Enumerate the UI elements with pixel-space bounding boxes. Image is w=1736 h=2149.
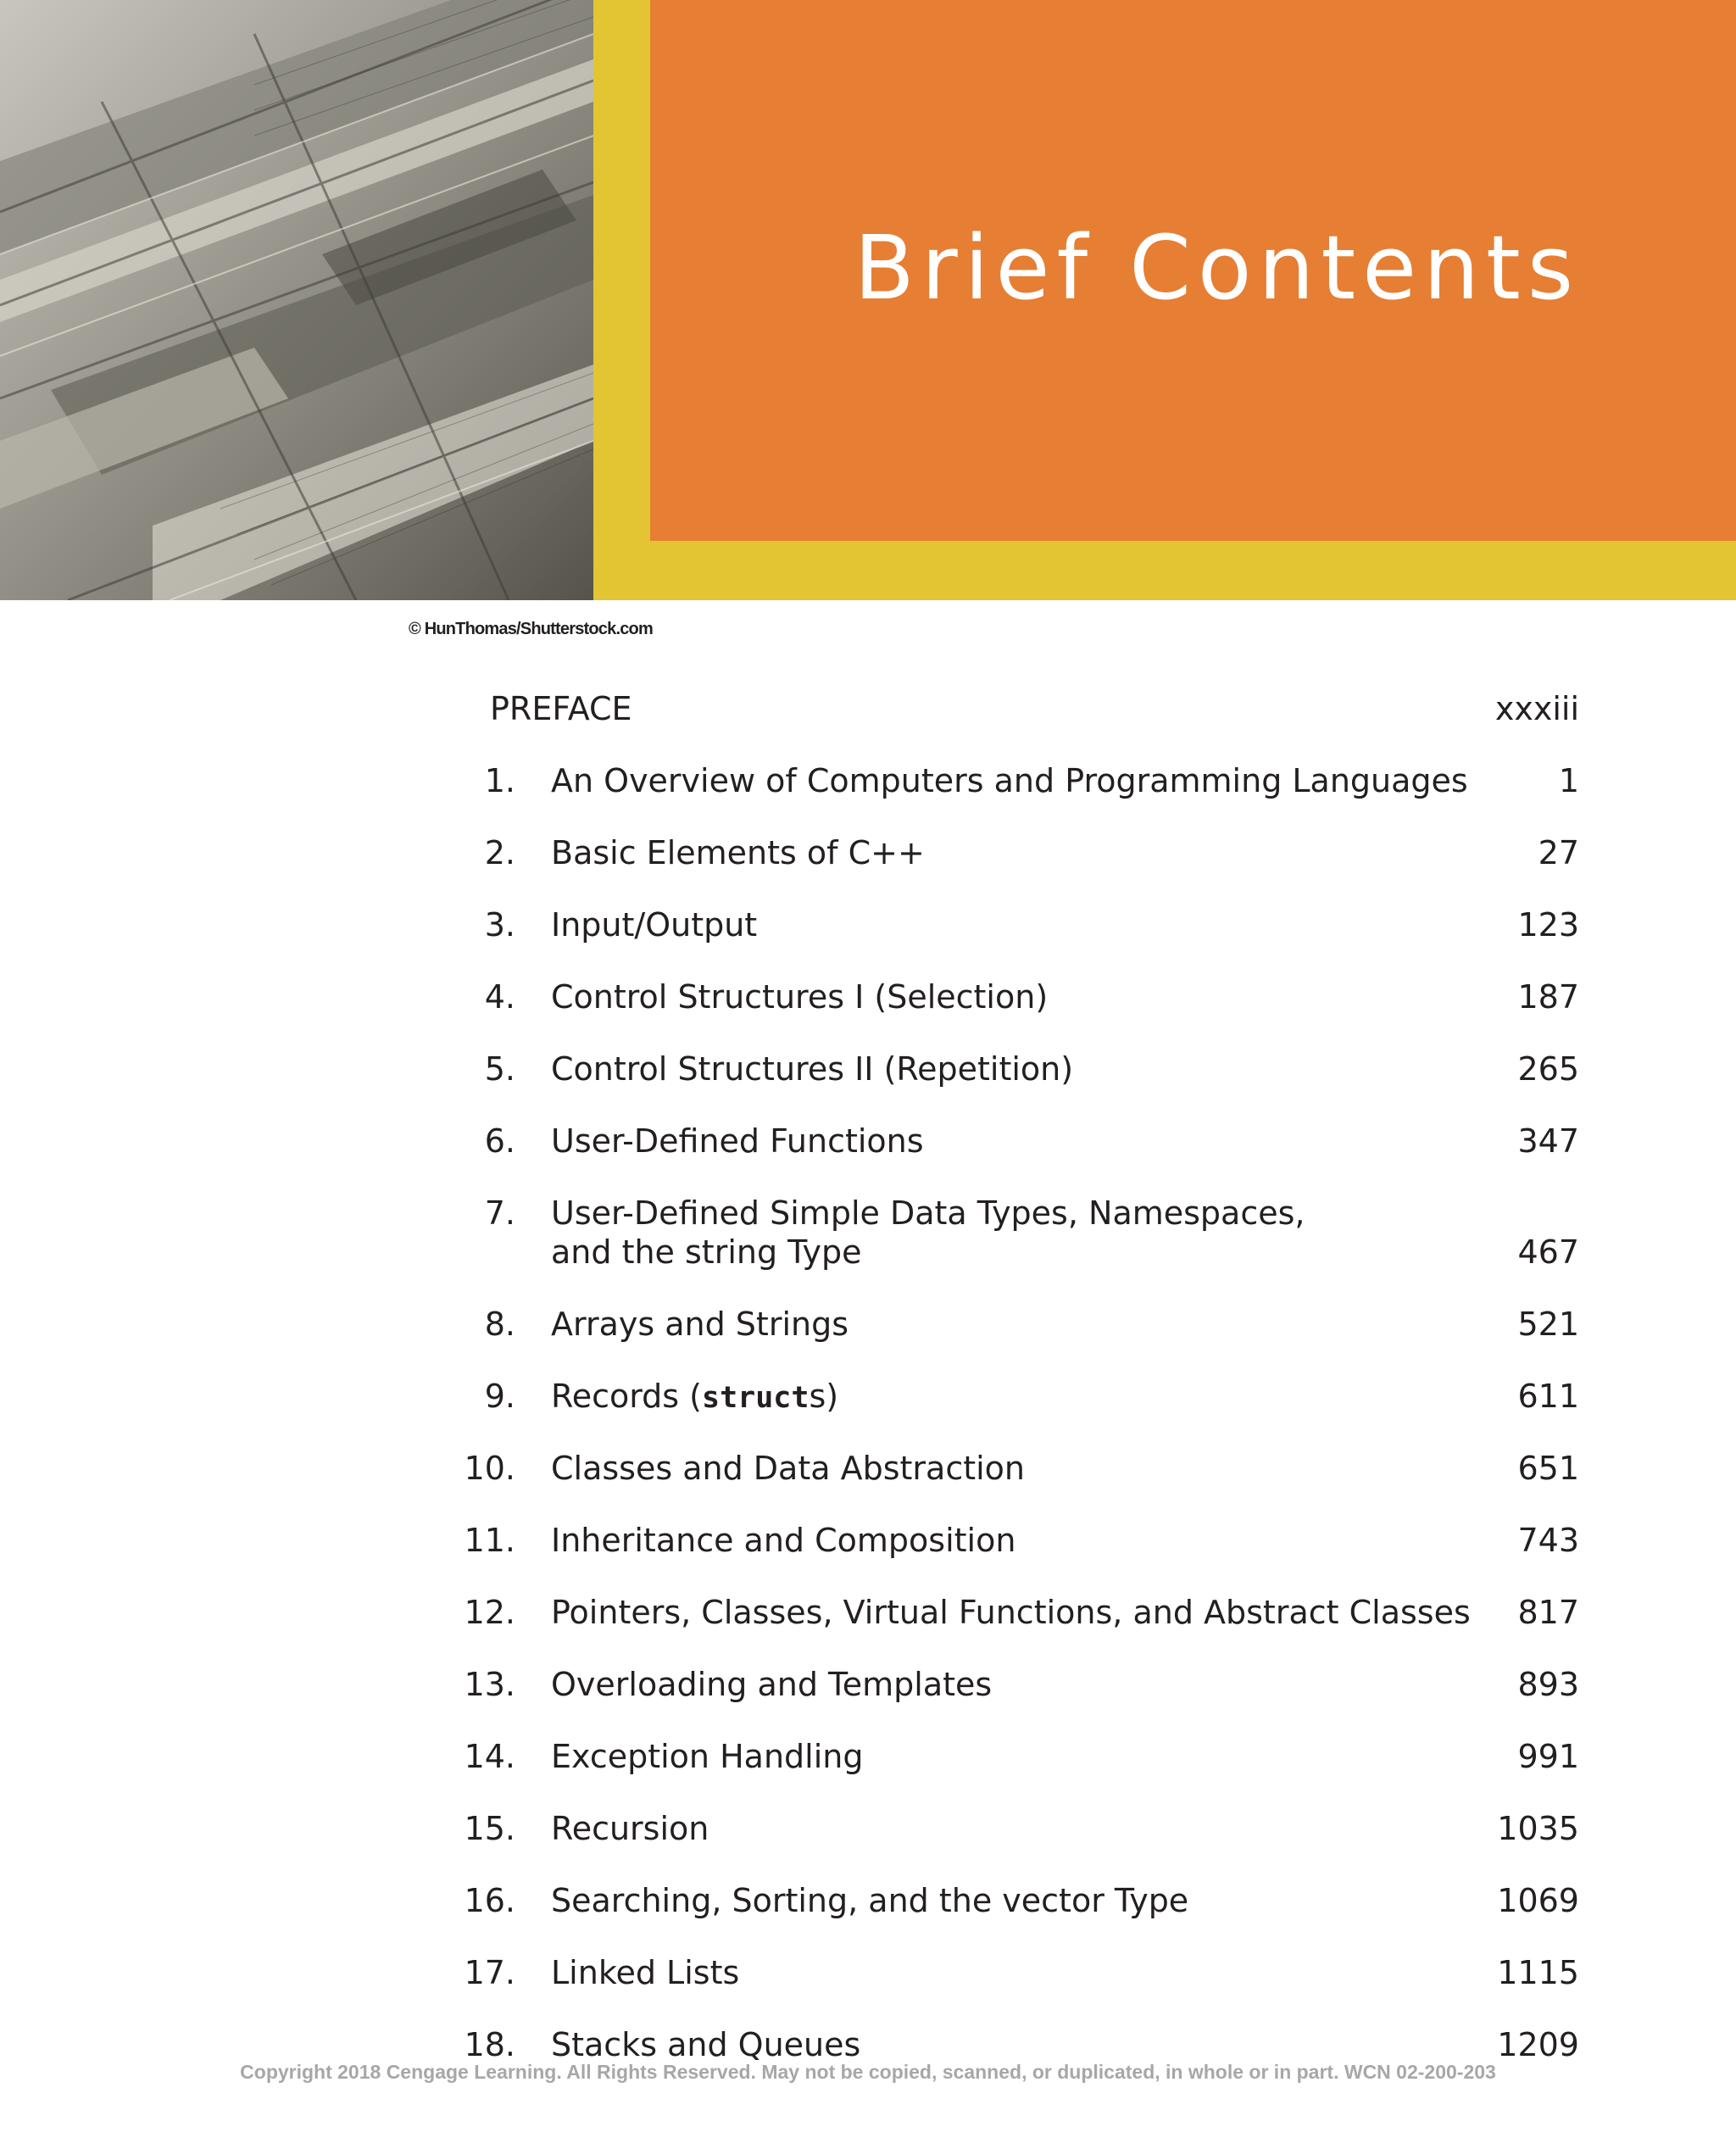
toc-page-number: 265 (1517, 1050, 1579, 1088)
toc-chapter-title: Recursion (551, 1810, 709, 1847)
toc-page-number: 1035 (1497, 1810, 1579, 1847)
toc-page-number: 743 (1517, 1522, 1579, 1559)
photo-credit: © HunThomas/Shutterstock.com (409, 620, 653, 638)
toc-chapter-number: 2. (484, 834, 515, 871)
page-title: Brief Contents (854, 216, 1580, 320)
toc-preface-label: PREFACE (490, 690, 632, 727)
toc-chapter-title: Stacks and Queues (551, 2026, 861, 2063)
toc-page-number: 123 (1517, 906, 1579, 944)
toc-chapter-title: Inheritance and Composition (551, 1522, 1016, 1559)
toc-page-number: 991 (1517, 1738, 1579, 1775)
toc-chapter-title: User-Defined Functions (551, 1122, 924, 1160)
toc-chapter-number: 14. (464, 1738, 515, 1775)
toc-chapter-number: 5. (484, 1050, 515, 1088)
toc-chapter-number: 4. (484, 978, 515, 1016)
toc-page-number: 27 (1538, 834, 1579, 871)
toc-chapter-title: Input/Output (551, 906, 758, 944)
toc-chapter-title-line2: and the string Type (551, 1233, 862, 1271)
toc-page-number: 187 (1517, 978, 1579, 1016)
copyright-notice (0, 2061, 1736, 2084)
toc-page-number: 1115 (1497, 1954, 1579, 1991)
toc-chapter-number: 3. (484, 906, 515, 944)
toc-chapter-number: 7. (484, 1194, 515, 1232)
toc-page-number: 347 (1517, 1122, 1579, 1160)
toc-chapter-title: Pointers, Classes, Virtual Functions, and Abstract Classes (551, 1594, 1471, 1631)
toc-page-number: 1069 (1497, 1882, 1579, 1919)
toc-chapter-number: 16. (464, 1882, 515, 1919)
toc-page-number: 521 (1517, 1306, 1579, 1343)
toc-chapter-title: An Overview of Computers and Programming Languages (551, 762, 1468, 799)
toc-page-number: 651 (1517, 1450, 1579, 1487)
toc-chapter-number: 6. (484, 1122, 515, 1160)
toc-chapter-number: 10. (464, 1450, 515, 1487)
toc-chapter-title: Arrays and Strings (551, 1306, 849, 1343)
toc-chapter-title: Control Structures I (Selection) (551, 978, 1049, 1016)
toc-chapter-number: 13. (464, 1666, 515, 1703)
toc-chapter-title: Classes and Data Abstraction (551, 1450, 1026, 1487)
toc-chapter-number: 12. (464, 1594, 515, 1631)
toc-chapter-title: Exception Handling (551, 1738, 864, 1775)
toc-chapter-title (551, 1377, 838, 1417)
toc-chapter-title: Searching, Sorting, and the vector Type (551, 1882, 1189, 1919)
toc-page-number: 1209 (1497, 2026, 1579, 2063)
toc-chapter-number: 8. (484, 1306, 515, 1343)
toc-chapter-title: Linked Lists (551, 1954, 740, 1991)
toc-chapter-number: 15. (464, 1810, 515, 1847)
toc-page-number: 467 (1517, 1233, 1579, 1271)
toc-chapter-number: 9. (484, 1378, 515, 1415)
toc-page-number: xxxiii (1494, 690, 1579, 727)
toc-chapter-title: Basic Elements of C++ (551, 834, 925, 871)
building-photo (0, 0, 593, 600)
toc-chapter-number: 11. (464, 1522, 515, 1559)
toc-title-prefix: Records ( (551, 1378, 702, 1415)
toc-chapter-title: Overloading and Templates (551, 1666, 993, 1703)
toc-title-suffix: s) (809, 1378, 839, 1415)
toc-page-number: 611 (1517, 1378, 1579, 1415)
toc-page-number: 893 (1517, 1666, 1579, 1703)
toc-chapter-number: 18. (464, 2026, 515, 2063)
toc-page-number: 1 (1558, 762, 1579, 799)
toc-chapter-title: Control Structures II (Repetition) (551, 1050, 1074, 1088)
toc-chapter-title-line1: User-Defined Simple Data Types, Namespaces, (551, 1194, 1305, 1232)
toc-title-code: struct (702, 1381, 810, 1415)
building-photo-lines (0, 0, 593, 600)
toc-chapter-number: 17. (464, 1954, 515, 1991)
copyright-text: Copyright 2018 Cengage Learning. All Rights Reserved. May not be copied, scanned, or duplicated, in whole or in part. WCN 02-200-203 (240, 2061, 1496, 2083)
toc-chapter-number: 1. (484, 762, 515, 799)
toc-page-number: 817 (1517, 1594, 1579, 1631)
